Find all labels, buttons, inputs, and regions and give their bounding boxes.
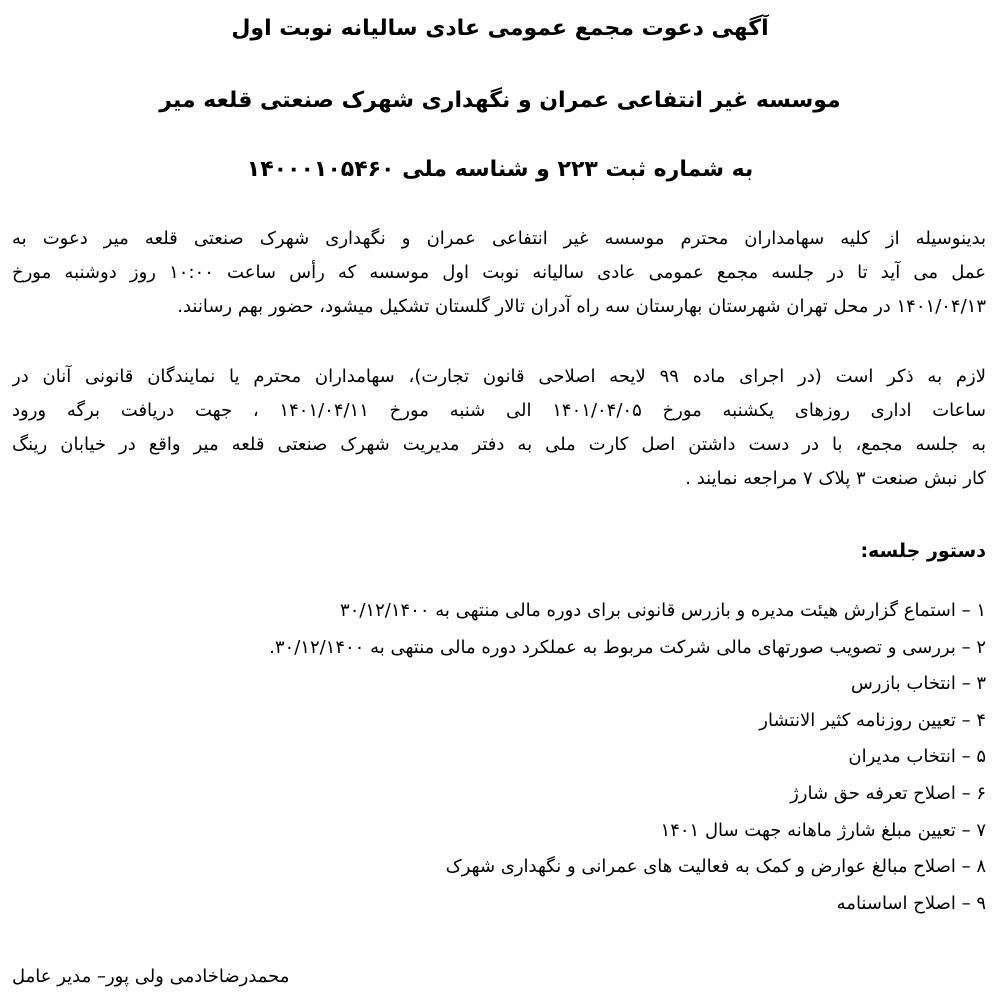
agenda-item: ۲ – بررسی و تصویب صورتهای مالی شرکت مربوط به عملکرد دوره مالی منتهی به ۳۰/۱۲/۱۴۰۰. — [269, 636, 986, 658]
notice-line: کار نبش صنعت ۳ پلاک ۷ مراجعه نمایند . — [685, 468, 986, 489]
invitation-paragraph — [12, 222, 986, 324]
agenda-item: ۶ – اصلاح تعرفه حق شارژ — [790, 782, 986, 804]
notice-paragraph — [12, 360, 986, 496]
agenda-heading: دستور جلسه: — [860, 540, 986, 562]
agenda-item: ۳ – انتخاب بازرس — [850, 673, 986, 695]
invitation-line: عمل می آید تا در جلسه مجمع عمومی عادی سالیانه نوبت اول موسسه که رأس ساعت ۱۰:۰۰ روز دوشنبه مورخ — [12, 262, 986, 283]
institution-name: موسسه غیر انتفاعی عمران و نگهداری شهرک صنعتی قلعه میر — [159, 88, 841, 113]
notice-line: لازم به ذکر است (در اجرای ماده ۹۹ لایحه اصلاحی قانون تجارت)، سهامداران محترم یا نمایندگان قانونی آنان در — [12, 366, 986, 387]
notice-line: به جلسه مجمع، با در دست داشتن اصل کارت ملی به دفتر مدیریت شهرک صنعتی قلعه میر واقع در خیابان رینگ — [12, 434, 986, 455]
announcement-title: آگهی دعوت مجمع عمومی عادی سالیانه نوبت اول — [231, 16, 769, 41]
registration-info: به شماره ثبت ۲۲۳ و شناسه ملی ۱۴۰۰۰۱۰۵۴۶۰ — [246, 157, 754, 182]
agenda-item: ۸ – اصلاح مبالغ عوارض و کمک به فعالیت های عمرانی و نگهداری شهرک — [445, 856, 986, 878]
agenda-item: ۴ – تعیین روزنامه کثیر الانتشار — [759, 709, 986, 731]
agenda-item: ۵ – انتخاب مدیران — [848, 746, 986, 768]
agenda-item: ۷ – تعیین مبلغ شارژ ماهانه جهت سال ۱۴۰۱ — [660, 819, 986, 841]
invitation-line: ۱۴۰۱/۰۴/۱۳ در محل تهران شهرستان بهارستان سه راه آدران تالار گلستان تشکیل میشود، حضور بهم رسانند. — [177, 296, 986, 317]
agenda-item: ۱ – استماع گزارش هیئت مدیره و بازرس قانونی برای دوره مالی منتهی به ۳۰/۱۲/۱۴۰۰ — [340, 600, 986, 621]
signature-line: محمدرضاخادمی ولی پور– مدیر عامل — [12, 966, 290, 987]
agenda-list — [12, 596, 986, 925]
invitation-line: بدینوسیله از کلیه سهامداران محترم موسسه غیر انتفاعی عمران و نگهداری شهرک صنعتی قلعه میر دعوت به — [12, 228, 986, 249]
agenda-item: ۹ – اصلاح اساسنامه — [836, 892, 986, 914]
notice-line: ساعات اداری روزهای یکشنبه مورخ ۱۴۰۱/۰۴/۰۵ الی شنبه مورخ ۱۴۰۱/۰۴/۱۱ ، جهت دریافت برگه ورود — [12, 400, 986, 421]
